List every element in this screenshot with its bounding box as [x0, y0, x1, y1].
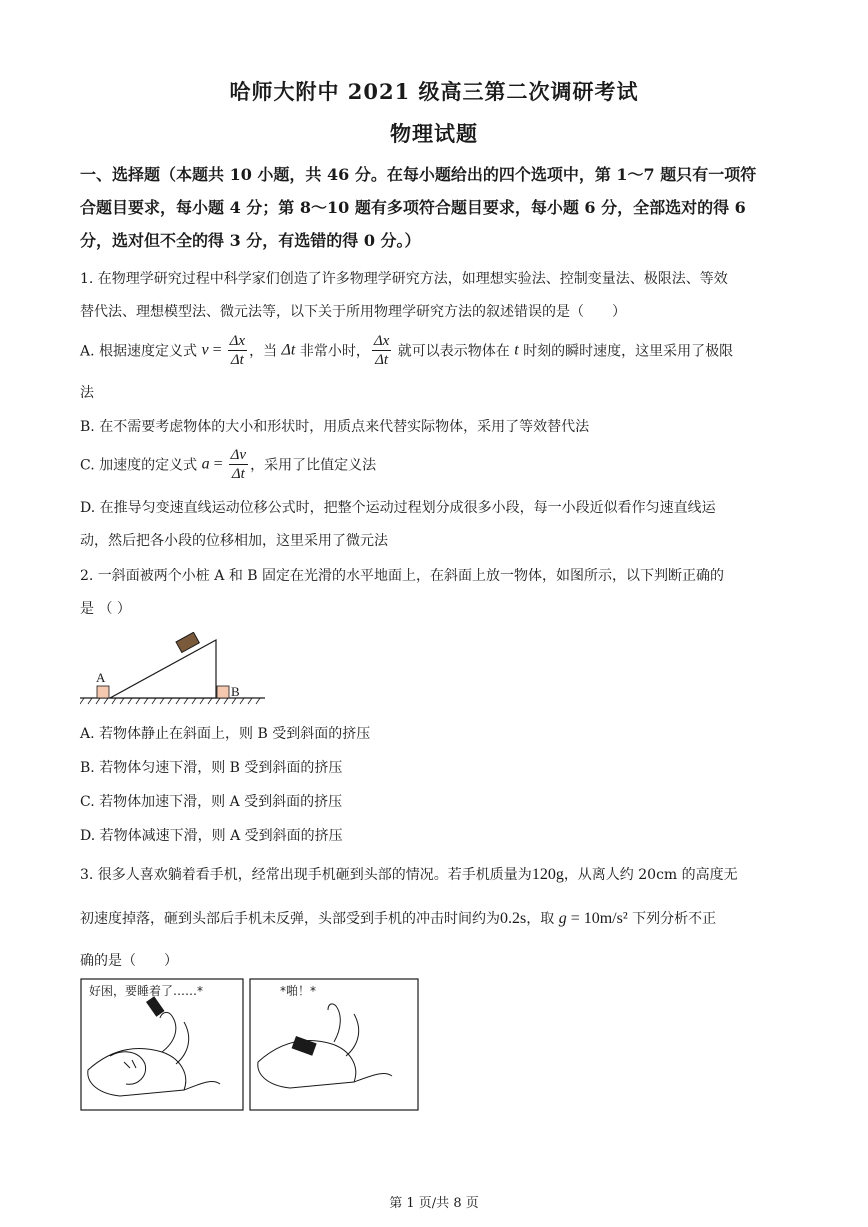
- stake-a: [97, 686, 109, 698]
- fraction-den: Δt: [231, 466, 245, 482]
- section-heading-line: 合题目要求，每小题 4 分；第 8～10 题有多项符合题目要求，每小题 6 分，全部选对的得 6: [80, 198, 746, 217]
- math-eq: =: [209, 455, 227, 473]
- fraction: [372, 332, 391, 369]
- section-heading-line: 一、选择题（本题共 10 小题，共 46 分。在每小题给出的四个选项中，第 1～7 题只有一项符: [80, 165, 757, 184]
- q1-option-c: [80, 446, 792, 486]
- math-var: v: [201, 341, 209, 359]
- section-heading-line: 分，选对但不全的得 3 分，有选错的得 0 分。）: [80, 231, 421, 250]
- page-footer: 第 1 页/共 8 页: [389, 1196, 479, 1211]
- section-heading: [80, 158, 792, 257]
- fraction-num: Δx: [229, 333, 246, 349]
- q3-time: 0.2s: [500, 910, 527, 927]
- question-3-text: 确的是（ ）: [80, 953, 178, 969]
- q3-mass: 120g: [531, 866, 564, 883]
- fraction: [228, 332, 247, 369]
- q2-option-a: A. 若物体静止在斜面上，则 B 受到斜面的挤压: [80, 726, 371, 742]
- q2-option-c: C. 若物体加速下滑，则 A 受到斜面的挤压: [80, 794, 343, 810]
- question-3-text: [80, 908, 792, 928]
- fraction-den: Δt: [230, 352, 244, 368]
- q1-option-b: B. 在不需要考虑物体的大小和形状时，用质点来代替实际物体，采用了等效替代法: [80, 419, 590, 435]
- option-text: A. 根据速度定义式: [80, 343, 202, 360]
- question-2-text: 2. 一斜面被两个小桩 A 和 B 固定在光滑的水平地面上，在斜面上放一物体，如图所示，以下判断正确的: [80, 568, 725, 584]
- stake-b: [217, 686, 229, 698]
- phone-comic-figure: [80, 978, 420, 1112]
- q3-text: ，取: [526, 911, 559, 927]
- incline-figure: [80, 632, 270, 708]
- q3-text: 3. 很多人喜欢躺着看手机，经常出现手机砸到头部的情况。若手机质量为: [80, 867, 532, 883]
- option-text: ，当: [249, 343, 282, 360]
- option-text: C. 加速度的定义式: [80, 457, 202, 474]
- q3-text: ，从离人约 20cm 的高度无: [563, 867, 738, 883]
- math-var: t: [514, 341, 519, 359]
- q3-text: 初速度掉落，砸到头部后手机未反弹，头部受到手机的冲击时间约为: [80, 911, 500, 927]
- math-var: a: [201, 455, 210, 473]
- q3-text: 下列分析不正: [627, 911, 717, 927]
- option-text: 非常小时，: [295, 343, 370, 360]
- incline-wedge: [110, 640, 216, 698]
- exam-subtitle: 物理试题: [390, 121, 478, 146]
- math-var: Δt: [281, 341, 296, 359]
- option-text: ，采用了比值定义法: [250, 457, 377, 474]
- q1-option-d: D. 在推导匀变速直线运动位移公式时，把整个运动过程划分成很多小段，每一小段近似看作匀速直线运: [80, 500, 716, 516]
- q2-option-b: B. 若物体匀速下滑，则 B 受到斜面的挤压: [80, 760, 343, 776]
- fraction-num: Δv: [230, 447, 247, 463]
- option-text: 就可以表示物体在: [393, 343, 515, 360]
- comic-panel-2-caption: *啪！*: [280, 984, 317, 998]
- q1-option-d-cont: 动，然后把各小段的位移相加，这里采用了微元法: [80, 533, 388, 549]
- comic-panel-1: [81, 979, 243, 1110]
- label-a: A: [96, 670, 106, 685]
- exam-title: 哈师大附中 2021 级高三第二次调研考试: [229, 79, 639, 104]
- fraction-num: Δx: [373, 333, 390, 349]
- q1-option-a: [80, 332, 792, 372]
- q2-option-d: D. 若物体减速下滑，则 A 受到斜面的挤压: [80, 828, 343, 844]
- q3-gravity: = 10m/s²: [566, 910, 628, 927]
- q1-option-a-cont: 法: [80, 385, 94, 401]
- fraction-den: Δt: [375, 352, 389, 368]
- math-var: g: [558, 910, 567, 927]
- fraction: [229, 446, 248, 483]
- label-b: B: [231, 684, 240, 699]
- question-2-text: 是 （ ）: [80, 601, 131, 617]
- option-text: 时刻的瞬时速度，这里采用了极限: [518, 343, 734, 360]
- question-3-text: [80, 864, 792, 884]
- comic-panel-1-caption: 好困，要睡着了……*: [89, 984, 204, 998]
- question-1-text: 1. 在物理学研究过程中科学家们创造了许多物理学研究方法，如理想实验法、控制变量法、极限法、等效: [80, 271, 728, 287]
- question-1-text: 替代法、理想模型法、微元法等，以下关于所用物理学研究方法的叙述错误的是（ ）: [80, 304, 626, 320]
- math-eq: =: [208, 341, 226, 359]
- block-on-incline: [176, 632, 199, 652]
